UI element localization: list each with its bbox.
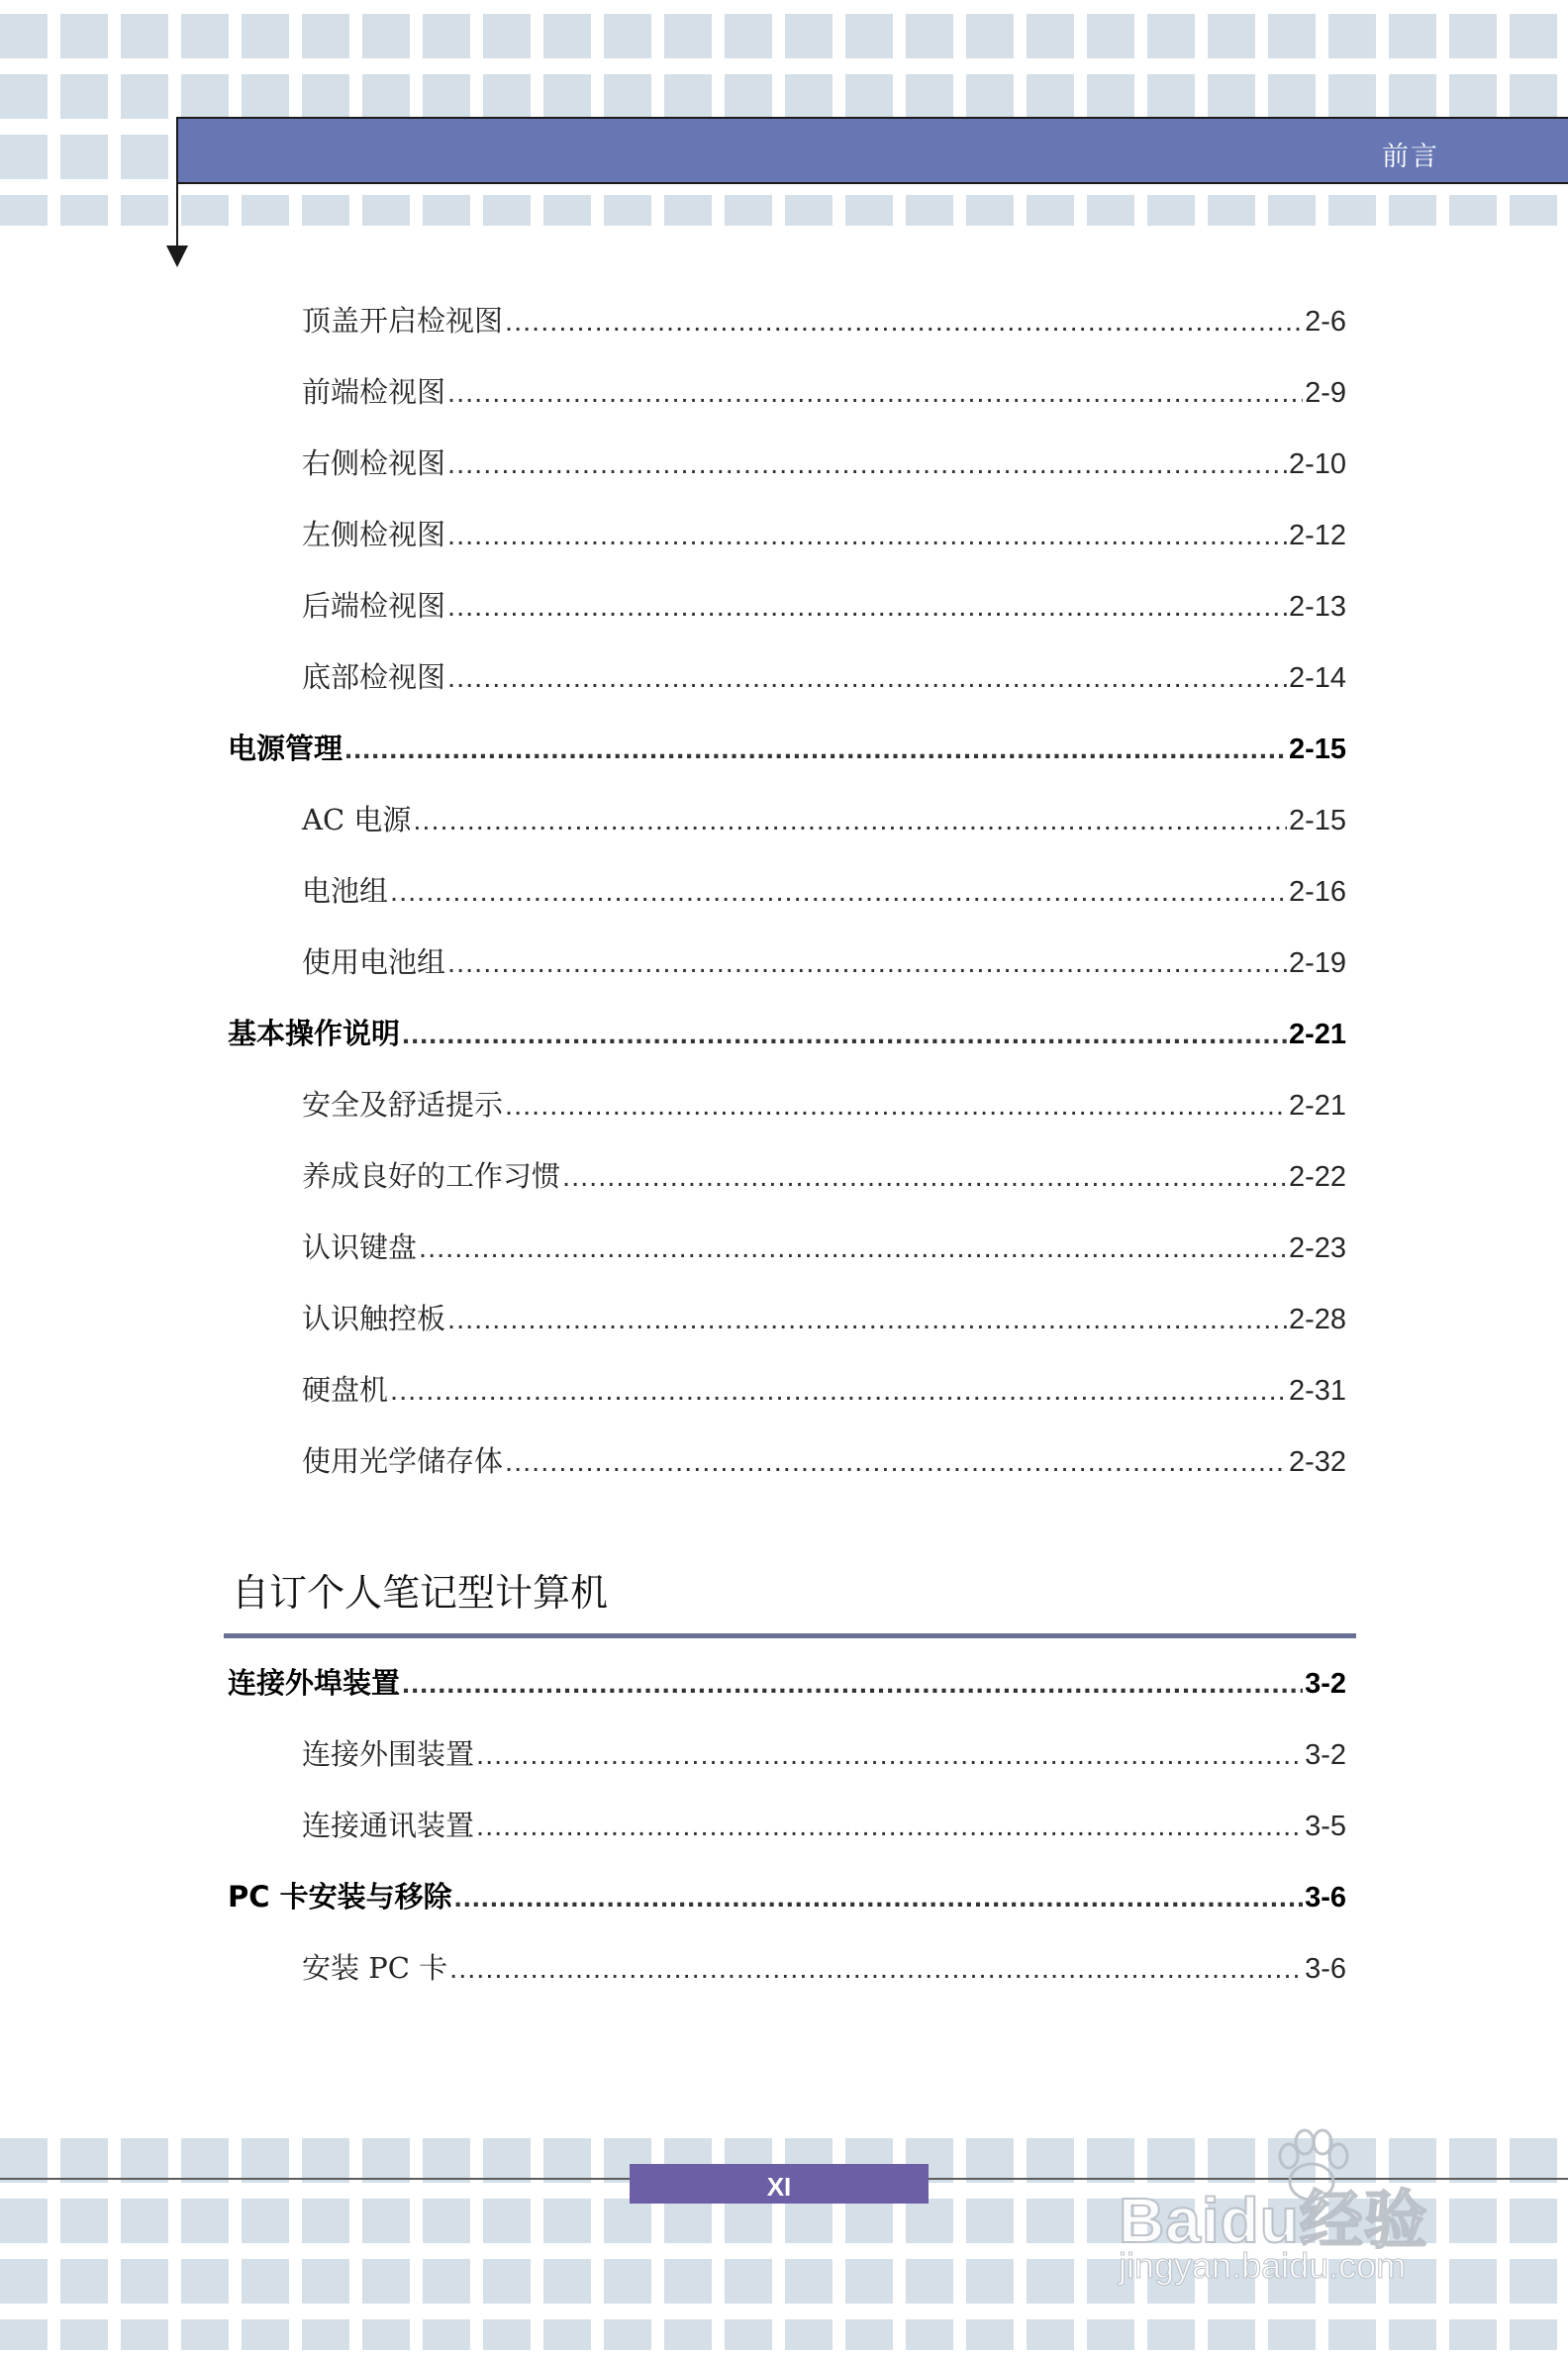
toc-entry-page: 2-23 xyxy=(1288,1232,1346,1264)
toc-entry[interactable] xyxy=(228,1800,1346,1871)
toc-dot-leader xyxy=(505,1436,1287,1488)
toc-entry-page: 2-14 xyxy=(1288,662,1346,694)
toc-entry-page: 3-6 xyxy=(1305,1953,1346,1985)
toc-dot-leader xyxy=(447,1294,1287,1345)
toc-dot-leader xyxy=(447,510,1287,561)
toc-entry-page: 2-13 xyxy=(1288,591,1346,623)
toc-section-chapter-3 xyxy=(228,1657,1346,2013)
chapter-rule xyxy=(224,1633,1356,1638)
toc-entry-label: 右侧检视图 xyxy=(302,446,446,480)
watermark-brand: Baidu经验 xyxy=(1119,2185,1428,2256)
toc-entry-label: 底部检视图 xyxy=(302,660,446,694)
toc-entry[interactable] xyxy=(228,794,1346,865)
chapter-title: 自订个人笔记型计算机 xyxy=(232,1571,609,1615)
baidu-watermark xyxy=(1109,2126,1524,2295)
toc-dot-leader xyxy=(402,1009,1287,1060)
toc-dot-leader xyxy=(449,1943,1303,1995)
toc-entry-page: 2-21 xyxy=(1288,1090,1346,1122)
toc-entry-label: 安装 PC 卡 xyxy=(302,1951,448,1985)
toc-dot-leader xyxy=(505,1080,1287,1131)
toc-entry-page: 2-9 xyxy=(1305,377,1346,409)
toc-entry[interactable] xyxy=(228,580,1346,651)
toc-entry[interactable] xyxy=(228,366,1346,438)
toc-dot-leader xyxy=(447,439,1287,490)
toc-entry-label: 连接通讯装置 xyxy=(302,1809,475,1842)
toc-section-chapter-2 xyxy=(228,295,1346,1507)
header-title: 前言 xyxy=(1382,142,1439,172)
toc-entry[interactable] xyxy=(228,295,1346,366)
toc-entry[interactable] xyxy=(228,1871,1346,1942)
toc-entry-page: 2-15 xyxy=(1288,805,1346,836)
toc-entry-label: 后端检视图 xyxy=(302,589,446,623)
toc-entry-label: AC 电源 xyxy=(302,803,412,836)
toc-entry[interactable] xyxy=(228,1222,1346,1293)
toc-dot-leader xyxy=(505,296,1303,347)
toc-dot-leader xyxy=(562,1151,1287,1203)
toc-entry-page: 2-19 xyxy=(1288,947,1346,979)
toc-entry-page: 2-6 xyxy=(1305,306,1346,338)
toc-entry-page: 2-12 xyxy=(1288,520,1346,551)
chapter-heading xyxy=(228,1507,1346,1655)
toc-dot-leader xyxy=(447,652,1287,704)
toc-entry-label: 顶盖开启检视图 xyxy=(302,304,504,338)
toc-entry[interactable] xyxy=(228,651,1346,723)
toc-entry-label: 认识触控板 xyxy=(302,1302,446,1335)
toc-entry[interactable] xyxy=(228,1150,1346,1222)
toc-dot-leader xyxy=(447,367,1303,419)
toc-entry[interactable] xyxy=(228,1293,1346,1364)
toc-entry-page: 3-5 xyxy=(1305,1811,1346,1842)
toc-entry-label: 硬盘机 xyxy=(302,1373,389,1407)
header-arrow-line xyxy=(176,117,178,245)
page-number: XI xyxy=(630,2164,929,2204)
toc-entry[interactable] xyxy=(228,723,1346,794)
toc-entry[interactable] xyxy=(228,1079,1346,1150)
toc-entry-page: 2-21 xyxy=(1288,1019,1346,1050)
toc-entry-page: 2-16 xyxy=(1288,876,1346,908)
toc-entry[interactable] xyxy=(228,438,1346,509)
toc-entry[interactable] xyxy=(228,936,1346,1008)
toc-dot-leader xyxy=(413,795,1287,846)
toc-entry-label: 连接外围装置 xyxy=(302,1737,475,1771)
toc-entry-label: 电池组 xyxy=(302,874,389,908)
toc-entry-label: 养成良好的工作习惯 xyxy=(302,1159,561,1193)
toc-dot-leader xyxy=(419,1223,1287,1274)
toc-entry-page: 3-6 xyxy=(1305,1882,1346,1914)
toc-dot-leader xyxy=(476,1729,1303,1781)
toc-entry-label: 安全及舒适提示 xyxy=(302,1088,504,1122)
toc-dot-leader xyxy=(402,1658,1303,1710)
down-arrow-icon xyxy=(166,245,188,267)
toc-entry-label: PC 卡安装与移除 xyxy=(228,1880,452,1914)
toc-entry-label: 使用光学储存体 xyxy=(302,1444,504,1478)
toc-entry-label: 电源管理 xyxy=(228,732,343,765)
toc-entry-page: 3-2 xyxy=(1305,1668,1346,1700)
toc-entry-page: 2-15 xyxy=(1288,734,1346,765)
toc-dot-leader xyxy=(476,1801,1303,1852)
toc-entry[interactable] xyxy=(228,865,1346,936)
watermark-url: jingyan.baidu.com xyxy=(1119,2245,1407,2286)
toc-dot-leader xyxy=(447,937,1287,989)
toc-dot-leader xyxy=(344,724,1287,775)
header-band xyxy=(176,117,1568,184)
toc-dot-leader xyxy=(447,581,1287,633)
toc-entry-label: 认识键盘 xyxy=(302,1230,418,1264)
toc-entry-page: 2-22 xyxy=(1288,1161,1346,1193)
toc-entry-label: 基本操作说明 xyxy=(228,1017,401,1050)
toc-entry-page: 2-31 xyxy=(1288,1375,1346,1407)
toc-entry[interactable] xyxy=(228,509,1346,580)
toc-entry[interactable] xyxy=(228,1008,1346,1079)
toc-entry[interactable] xyxy=(228,1364,1346,1435)
toc-entry[interactable] xyxy=(228,1657,1346,1728)
toc-entry[interactable] xyxy=(228,1435,1346,1507)
toc-entry-label: 连接外埠装置 xyxy=(228,1666,401,1700)
toc-entry-page: 2-32 xyxy=(1288,1446,1346,1478)
toc-entry-page: 2-10 xyxy=(1288,448,1346,480)
toc-entry-label: 前端检视图 xyxy=(302,375,446,409)
toc-entry-page: 2-28 xyxy=(1288,1304,1346,1335)
table-of-contents xyxy=(228,295,1346,2013)
toc-entry-page: 3-2 xyxy=(1305,1739,1346,1771)
toc-entry[interactable] xyxy=(228,1942,1346,2013)
toc-dot-leader xyxy=(454,1872,1303,1923)
toc-dot-leader xyxy=(390,866,1287,918)
toc-entry[interactable] xyxy=(228,1728,1346,1800)
toc-dot-leader xyxy=(390,1365,1287,1417)
toc-entry-label: 左侧检视图 xyxy=(302,518,446,551)
toc-entry-label: 使用电池组 xyxy=(302,945,446,979)
